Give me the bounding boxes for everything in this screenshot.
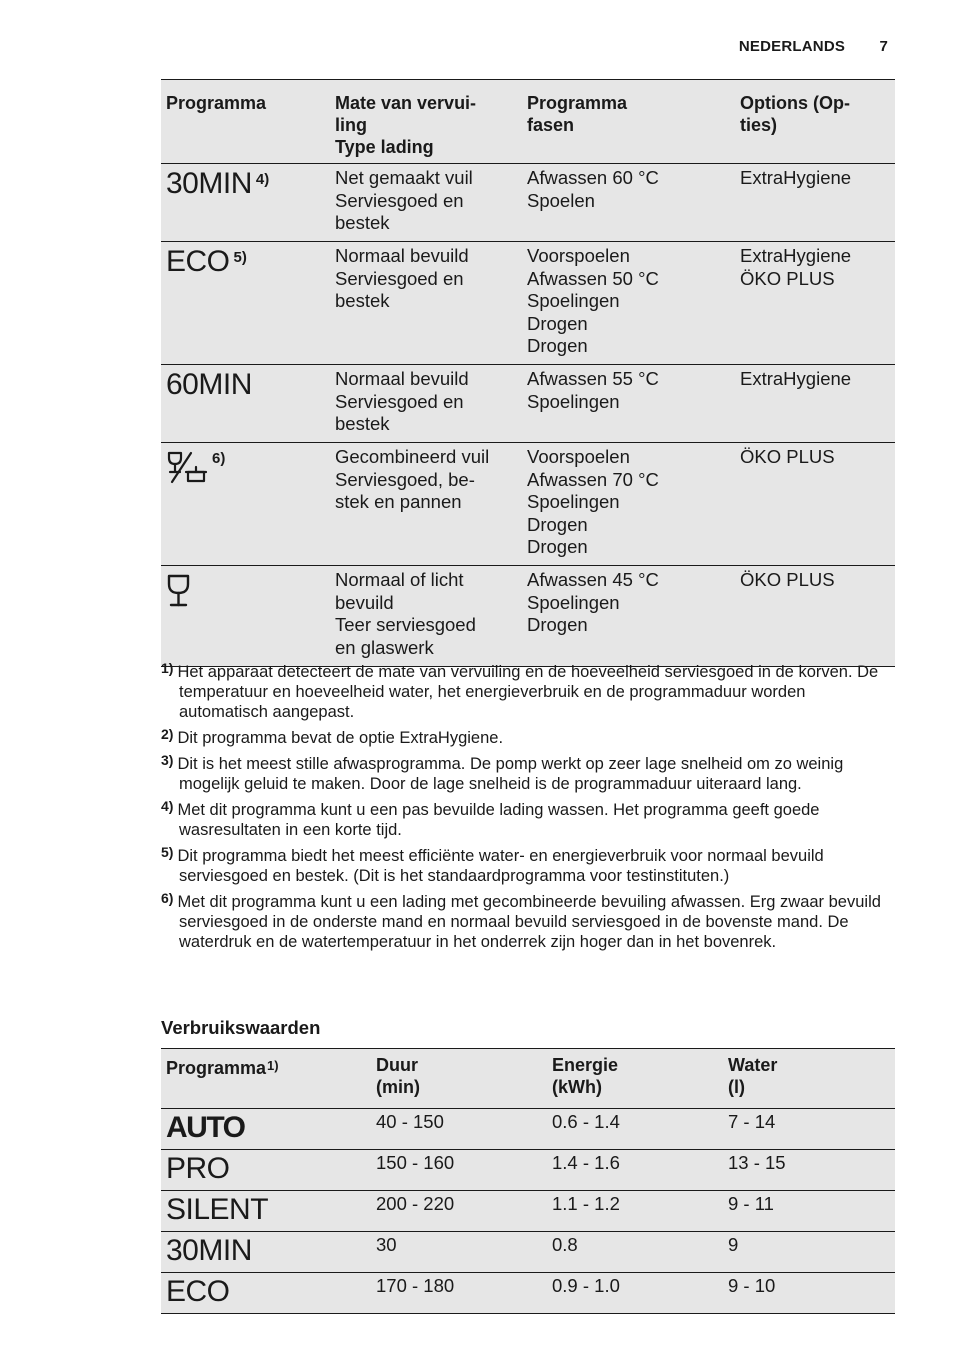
glass-pot-icon [166, 450, 208, 490]
header-water: Water (l) [723, 1049, 895, 1109]
programme-table [161, 79, 895, 667]
footnote-ref: 4) [255, 171, 270, 188]
water-cell: 9 - 10 [723, 1273, 895, 1314]
duration-cell: 150 - 160 [371, 1150, 547, 1191]
energy-cell: 1.1 - 1.2 [547, 1191, 723, 1232]
header-phases: Programma fasen [522, 80, 735, 164]
table-row [161, 1273, 895, 1314]
table-row [161, 566, 895, 667]
programme-name: ECO [166, 1275, 230, 1308]
table-row [161, 365, 895, 443]
options-cell: ExtraHygiene [735, 365, 895, 443]
water-cell: 9 - 11 [723, 1191, 895, 1232]
consumption-table-header [161, 1049, 895, 1109]
footnote: $^{4)}$ Met dit programma kunt u een pas bevuilde lading wassen. Het programma geeft goede wasresultaten in een korte tijd. [161, 798, 820, 839]
footnote: $^{1)}$ Het apparaat detecteert de mate van vervuiling en de hoeveelheid serviesgoed in de korven. De temperatuur en hoeveelheid water, het energieverbruik en de programmaduur worden automatisch aangepast. [161, 660, 879, 721]
table-row [161, 1191, 895, 1232]
page-number: 7 [879, 38, 888, 55]
page-header [739, 38, 888, 55]
table-row [161, 242, 895, 365]
footnote: $^{5)}$ Dit programma biedt het meest efficiënte water- en energieverbruik voor normaal bevuild serviesgoed en bestek. (Dit is het standaardprogramma voor testinstituten.) [161, 844, 824, 885]
programme-cell [161, 365, 330, 443]
programme-name: SILENT [166, 1193, 269, 1226]
energy-cell: 1.4 - 1.6 [547, 1150, 723, 1191]
phases-cell: Afwassen 45 °C Spoelingen Drogen [522, 566, 735, 667]
table-row [161, 164, 895, 242]
water-cell: 7 - 14 [723, 1109, 895, 1150]
soil-cell: Normaal bevuild Serviesgoed en bestek [330, 242, 522, 365]
header-language: NEDERLANDS [738, 38, 846, 55]
duration-cell: 40 - 150 [371, 1109, 547, 1150]
soil-cell: Net gemaakt vuil Serviesgoed en bestek [330, 164, 522, 242]
programme-name: 30MIN [166, 167, 252, 200]
duration-cell: 170 - 180 [371, 1273, 547, 1314]
energy-cell: 0.8 [547, 1232, 723, 1273]
consumption-table [161, 1048, 895, 1314]
header-programma: Programma$^{1)}$ [161, 1049, 371, 1109]
phases-cell: Voorspoelen Afwassen 50 °C Spoelingen Drogen Drogen [522, 242, 735, 365]
programme-name: AUTO [166, 1111, 245, 1144]
programme-name: 30MIN [166, 1234, 252, 1267]
phases-cell: Voorspoelen Afwassen 70 °C Spoelingen Drogen Drogen [522, 443, 735, 566]
programme-cell [161, 566, 330, 667]
options-cell: ÖKO PLUS [735, 566, 895, 667]
phases-cell: Afwassen 60 °C Spoelen [522, 164, 735, 242]
energy-cell: 0.6 - 1.4 [547, 1109, 723, 1150]
programme-name: ECO [166, 245, 230, 278]
header-programma: Programma [161, 80, 330, 164]
table-row [161, 443, 895, 566]
footnote: $^{6)}$ Met dit programma kunt u een lading met gecombineerde bevuiling afwassen. Erg zwaar bevuild serviesgoed in de onderste mand en normaal bevuild serviesgoed in de bovenste mand. De waterdruk en de watertemperatuur in het onderrek zijn hoger dan in het bovenrek. [161, 890, 881, 951]
programme-name: 60MIN [166, 368, 252, 401]
footnote: $^{2)}$ Dit programma bevat de optie ExtraHygiene. [161, 726, 504, 747]
phases-cell: Afwassen 55 °C Spoelingen [522, 365, 735, 443]
soil-cell: Normaal of licht bevuild Teer serviesgoed en glaswerk [330, 566, 522, 667]
header-duration: Duur (min) [371, 1049, 547, 1109]
programme-cell [161, 164, 330, 242]
header-options: Options (Op- ties) [735, 80, 895, 164]
table-row [161, 1232, 895, 1273]
header-energy: Energie (kWh) [547, 1049, 723, 1109]
programme-table-header [161, 80, 895, 164]
footnote-ref: 5) [233, 249, 247, 266]
footnotes [161, 662, 895, 958]
energy-cell: 0.9 - 1.0 [547, 1273, 723, 1314]
footnote-ref: 6) [212, 450, 226, 467]
options-cell: ExtraHygiene ÖKO PLUS [735, 242, 895, 365]
duration-cell: 30 [371, 1232, 547, 1273]
options-cell: ÖKO PLUS [735, 443, 895, 566]
programme-cell [161, 443, 330, 566]
duration-cell: 200 - 220 [371, 1191, 547, 1232]
table-row [161, 1150, 895, 1191]
wine-glass-icon [166, 573, 192, 615]
programme-cell [161, 242, 330, 365]
footnote: $^{3)}$ Dit is het meest stille afwasprogramma. De pomp werkt op zeer lage snelheid om zo weinig mogelijk geluid te maken. Door de lage snelheid is de programmaduur uiteraard lang. [161, 752, 844, 793]
water-cell: 13 - 15 [723, 1150, 895, 1191]
table-row [161, 1109, 895, 1150]
options-cell: ExtraHygiene [735, 164, 895, 242]
programme-name: PRO [166, 1152, 230, 1185]
header-soil-type: Mate van vervui- ling Type lading [330, 80, 522, 164]
water-cell: 9 [723, 1232, 895, 1273]
soil-cell: Gecombineerd vuil Serviesgoed, be- stek en pannen [330, 443, 522, 566]
section-title: Verbruikswaarden [161, 1017, 321, 1038]
soil-cell: Normaal bevuild Serviesgoed en bestek [330, 365, 522, 443]
